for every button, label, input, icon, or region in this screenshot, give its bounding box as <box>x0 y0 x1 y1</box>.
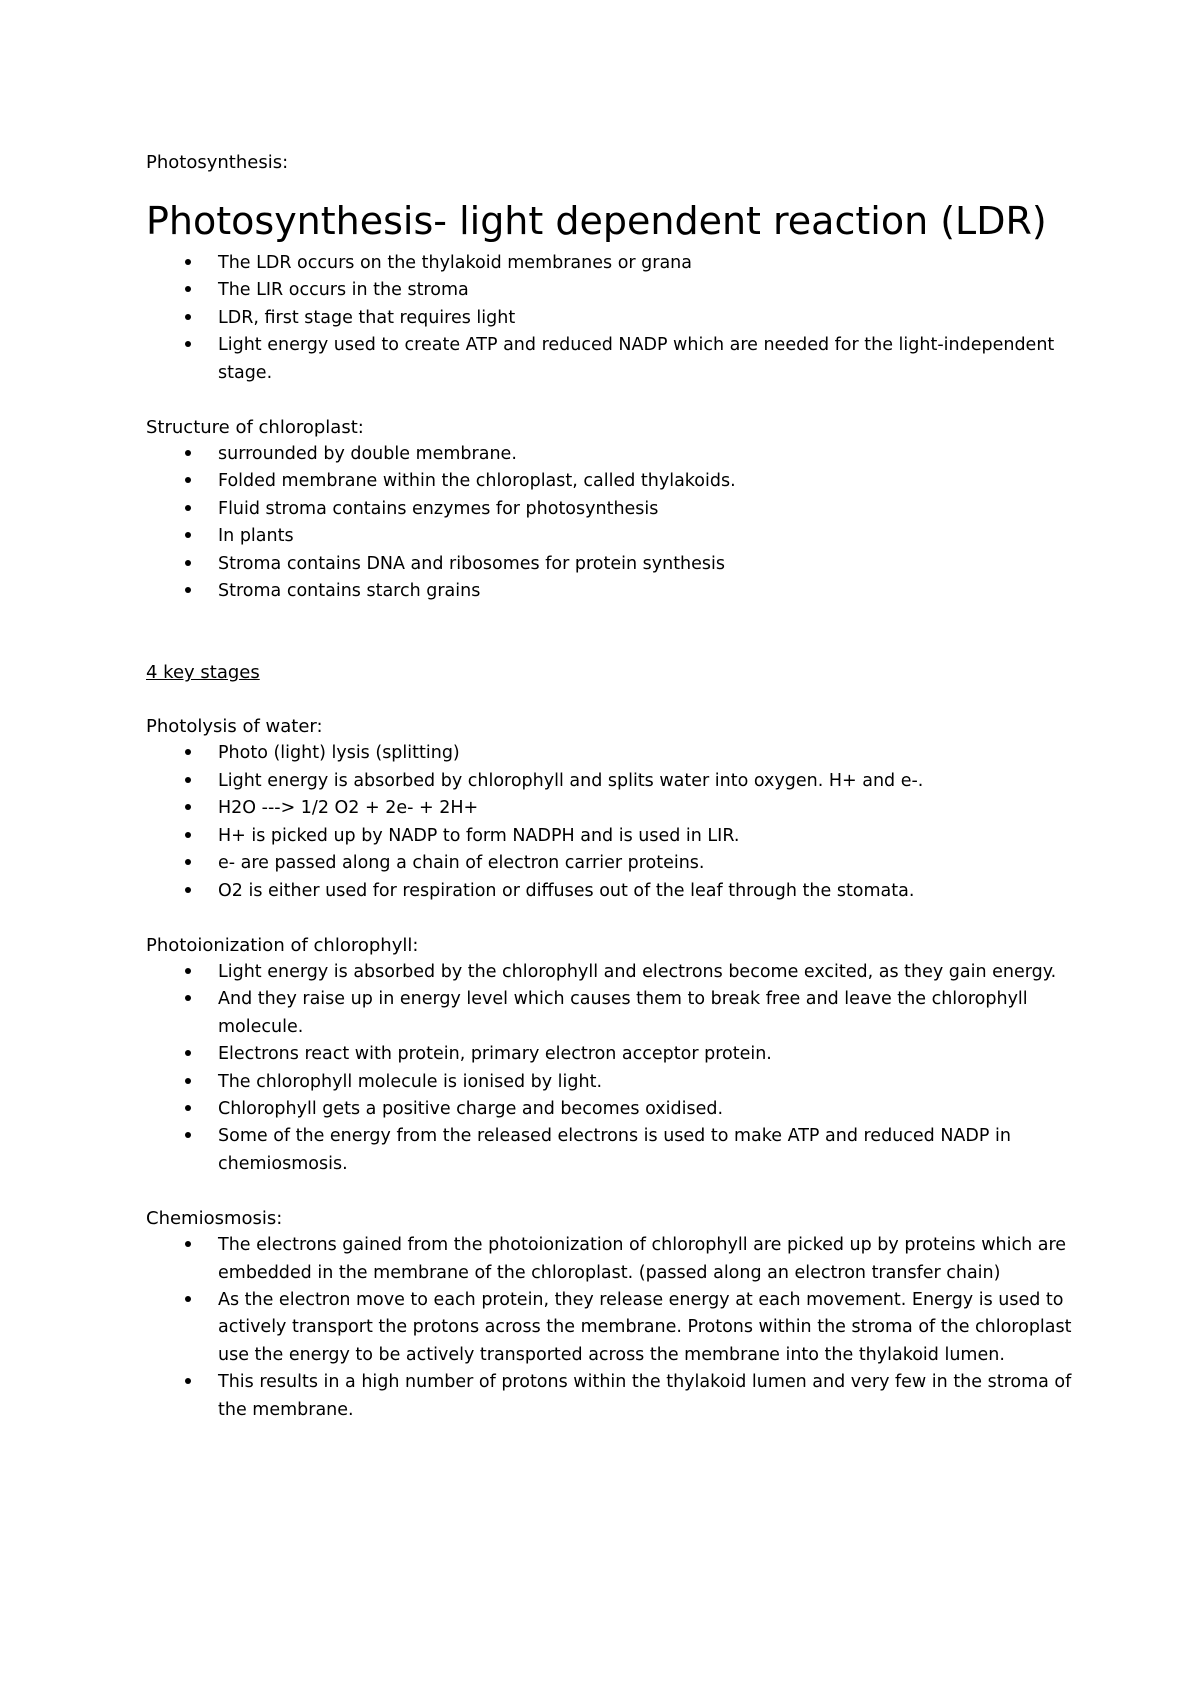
bullet-icon <box>185 477 191 483</box>
list-item-text: Electrons react with protein, primary electron acceptor protein. <box>218 1044 772 1065</box>
bullet-icon <box>185 560 191 566</box>
list-item <box>146 332 1086 387</box>
list-item <box>146 441 1086 468</box>
list-item <box>146 551 1086 578</box>
list-item <box>146 1369 1086 1424</box>
bullet-icon <box>185 968 191 974</box>
list-item-text: surrounded by double membrane. <box>218 444 517 465</box>
bullet-icon <box>185 1105 191 1111</box>
list-item <box>146 1123 1086 1178</box>
list-item-text: H+ is picked up by NADP to form NADPH and is used in LIR. <box>218 825 740 846</box>
section-title-key-stages: 4 key stages <box>146 662 260 684</box>
bullet-icon <box>185 1296 191 1302</box>
bullet-icon <box>185 286 191 292</box>
list-item-text: Stroma contains DNA and ribosomes for protein synthesis <box>218 553 726 574</box>
list-item-text: Light energy used to create ATP and reduced NADP which are needed for the light-independent stage. <box>218 335 1055 383</box>
bullet-icon <box>185 887 191 893</box>
list-item <box>146 305 1086 332</box>
list-item-text: Light energy is absorbed by the chlorophyll and electrons become excited, as they gain energy. <box>218 961 1057 982</box>
list-item <box>146 986 1086 1041</box>
list-item <box>146 1041 1086 1068</box>
list-item <box>146 823 1086 850</box>
list-item <box>146 496 1086 523</box>
list-item <box>146 768 1086 795</box>
list-item-text: And they raise up in energy level which causes them to break free and leave the chlorophyll molecule. <box>218 989 1028 1037</box>
bullet-icon <box>185 341 191 347</box>
list-item <box>146 1096 1086 1123</box>
bullet-icon <box>185 777 191 783</box>
page-title: Photosynthesis- light dependent reaction (LDR) <box>146 199 1047 243</box>
section-title-photolysis: Photolysis of water: <box>146 716 323 738</box>
list-item-text: Some of the energy from the released electrons is used to make ATP and reduced NADP in chemiosmosis. <box>218 1126 1011 1174</box>
list-item <box>146 850 1086 877</box>
bullet-icon <box>185 505 191 511</box>
list-item-text: Folded membrane within the chloroplast, called thylakoids. <box>218 471 736 492</box>
document-content <box>146 150 1086 1424</box>
list-item-text: As the electron move to each protein, they release energy at each movement. Energy is used to actively transport the protons across the membrane. Protons within the stroma of the chloroplast use the energy to be actively transported across the membrane into the thylakoid lumen. <box>218 1289 1072 1365</box>
photoionization-list <box>146 959 1086 1178</box>
list-item-text: H2O ---> 1/2 O2 + 2e- + 2H+ <box>218 798 479 819</box>
list-item <box>146 959 1086 986</box>
bullet-icon <box>185 1132 191 1138</box>
list-item-text: The LIR occurs in the stroma <box>218 280 469 301</box>
list-item-text: Stroma contains starch grains <box>218 581 481 602</box>
bullet-icon <box>185 1050 191 1056</box>
list-item-text: e- are passed along a chain of electron carrier proteins. <box>218 853 705 874</box>
bullet-icon <box>185 1241 191 1247</box>
list-item <box>146 1232 1086 1287</box>
bullet-icon <box>185 804 191 810</box>
list-item <box>146 740 1086 767</box>
bullet-icon <box>185 995 191 1001</box>
list-item-text: The LDR occurs on the thylakoid membranes or grana <box>218 253 692 273</box>
chloroplast-list <box>146 441 1086 605</box>
list-item-text: Light energy is absorbed by chlorophyll and splits water into oxygen. H+ and e-. <box>218 770 924 791</box>
bullet-icon <box>185 1378 191 1384</box>
section-title-chloroplast: Structure of chloroplast: <box>146 417 364 439</box>
list-item-text: The electrons gained from the photoionization of chlorophyll are picked up by proteins which are embedded in the membrane of the chloroplast. (passed along an electron transfer chain) <box>218 1235 1067 1283</box>
document-label: Photosynthesis: <box>146 152 289 173</box>
list-item <box>146 250 1086 277</box>
list-item <box>146 878 1086 905</box>
section-title-chemiosmosis: Chemiosmosis: <box>146 1208 283 1230</box>
bullet-icon <box>185 450 191 456</box>
bullet-icon <box>185 1078 191 1084</box>
list-item-text: Fluid stroma contains enzymes for photosynthesis <box>218 498 659 519</box>
bullet-icon <box>185 859 191 865</box>
bullet-icon <box>185 259 191 265</box>
list-item-text: LDR, first stage that requires light <box>218 307 516 328</box>
list-item-text: Chlorophyll gets a positive charge and becomes oxidised. <box>218 1098 724 1119</box>
list-item-text: O2 is either used for respiration or diffuses out of the leaf through the stomata. <box>218 880 915 901</box>
list-item <box>146 795 1086 822</box>
list-item <box>146 578 1086 605</box>
bullet-icon <box>185 749 191 755</box>
list-item <box>146 468 1086 495</box>
section-title-photoionization: Photoionization of chlorophyll: <box>146 934 419 956</box>
list-item <box>146 277 1086 304</box>
list-item-text: This results in a high number of protons within the thylakoid lumen and very few in the stroma of the membrane. <box>218 1372 1072 1420</box>
list-item-text: The chlorophyll molecule is ionised by light. <box>218 1071 603 1092</box>
chemiosmosis-list <box>146 1232 1086 1424</box>
list-item <box>146 1287 1086 1369</box>
photolysis-list <box>146 740 1086 904</box>
list-item-text: Photo (light) lysis (splitting) <box>218 743 460 764</box>
spacer <box>146 387 1086 414</box>
spacer <box>146 905 1086 932</box>
spacer <box>146 1178 1086 1205</box>
bullet-icon <box>185 832 191 838</box>
ldr-list <box>146 250 1086 387</box>
bullet-icon <box>185 532 191 538</box>
spacer <box>146 605 1086 659</box>
list-item-text: In plants <box>218 526 294 547</box>
bullet-icon <box>185 587 191 593</box>
bullet-icon <box>185 314 191 320</box>
spacer <box>146 686 1086 713</box>
list-item <box>146 1069 1086 1096</box>
list-item <box>146 523 1086 550</box>
